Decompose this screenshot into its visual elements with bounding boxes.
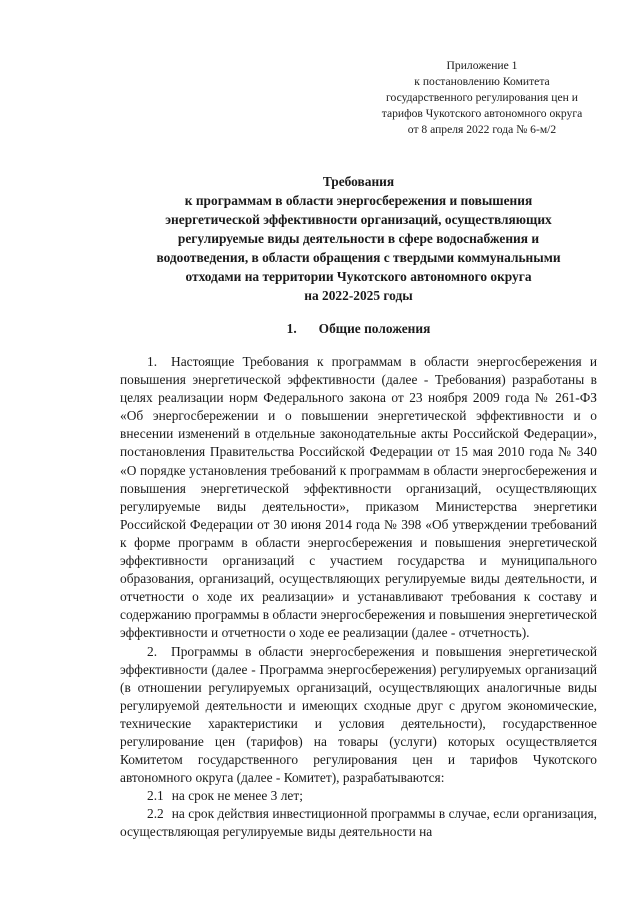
paragraph-number: 2.1 <box>147 788 164 804</box>
paragraph <box>120 353 597 643</box>
document-title <box>120 172 597 305</box>
title-line: к программам в области энергосбережения и повышения <box>184 193 533 208</box>
paragraph-text: Программы в области энергосбережения и повышения энергетической эффективности (далее - Программа энергосбережения) регулируемых организаций (в отношении регулируемых организаций, осуществляющих аналогичные виды регулируемой деятельности и имеющих сходные друг с другом экономические, технические характеристики и условия деятельности), государственное регулирование цен (тарифов) на товары (услуги) которых осуществляется Комитетом государственного регулирования цен и тарифов Чукотского автономного округа (далее - Комитет), разрабатываются: <box>120 643 597 786</box>
title-line: регулируемые виды деятельности в сфере водоснабжения и <box>177 231 540 246</box>
appendix-reference <box>352 58 612 138</box>
appendix-line: тарифов Чукотского автономного округа <box>381 107 583 120</box>
paragraph-text: на срок действия инвестиционной программы в случае, если организация, осуществляющая регулируемые виды деятельности на <box>120 806 597 840</box>
paragraph-number: 2.2 <box>147 806 164 822</box>
title-line: Требования <box>322 174 395 189</box>
paragraph-number: 1. <box>147 354 158 369</box>
appendix-line: к постановлению Комитета <box>414 75 550 88</box>
paragraph <box>120 643 597 788</box>
title-line: на 2022-2025 годы <box>304 288 413 303</box>
subparagraph <box>120 787 597 805</box>
section-heading <box>120 319 597 339</box>
appendix-line: государственного регулирования цен и <box>386 91 578 104</box>
document-body <box>120 353 597 842</box>
appendix-line: Приложение 1 <box>446 59 518 72</box>
paragraph-text: Настоящие Требования к программам в области энергосбережения и повышения энергетической эффективности (далее - Требования) разработаны в целях реализации норм Федерального закона от 23 ноября 2009 года № 261-ФЗ «Об энергосбережении и о повышении энергетической эффективности и о внесении изменений в отдельные законодательные акты Российской Федерации», постановления Правительства Российской Федерации от 15 мая 2010 года № 340 «О порядке установления требований к программам в области энергосбережения и повышения энергетической эффективности организаций, осуществляющих регулируемые виды деятельности», приказом Министерства энергетики Российской Федерации от 30 июня 2014 года № 398 «Об утверждении требований к форме программ в области энергосбережения и повышения энергетической эффективности организаций с участием государства и муниципального образования, организаций, осуществляющих регулируемые виды деятельности, и отчетности о ходе их реализации» и устанавливают требования к составу и содержанию программы в области энергосбережения и повышения энергетической эффективности и отчетности о ходе ее реализации (далее - отчетность). <box>120 354 597 641</box>
paragraph-text: на срок не менее 3 лет; <box>171 788 303 804</box>
subparagraph <box>120 805 597 841</box>
section-title: Общие положения <box>318 321 431 336</box>
title-line: водоотведения, в области обращения с твердыми коммунальными <box>156 250 561 265</box>
section-number: 1. <box>286 321 297 336</box>
paragraph-number: 2. <box>147 643 158 659</box>
title-line: энергетической эффективности организаций, осуществляющих <box>165 212 552 227</box>
title-line: отходами на территории Чукотского автономного округа <box>185 269 532 284</box>
appendix-line: от 8 апреля 2022 года № 6-м/2 <box>407 123 557 136</box>
